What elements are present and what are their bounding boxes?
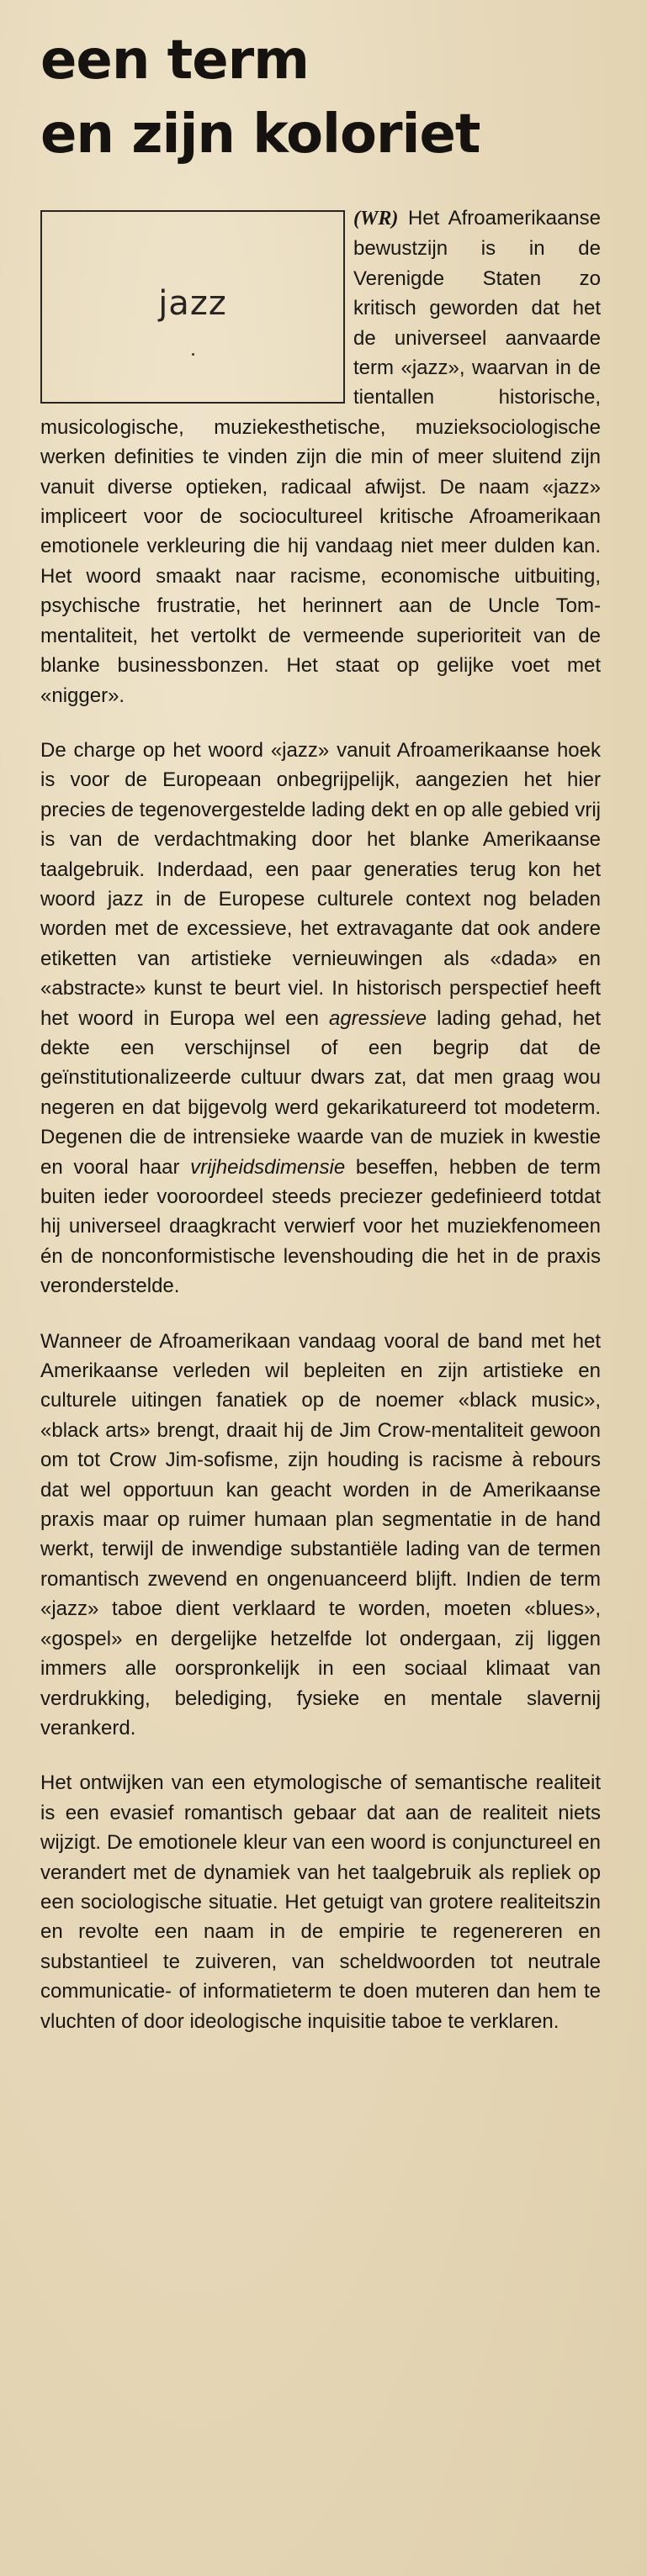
- emphasis-vrijheidsdimensie: vrijheidsdimensie: [190, 1155, 346, 1179]
- headline-line-1: een term: [40, 29, 309, 92]
- paragraph-2-text-c: beseffen, hebben de term buiten ieder vooroordeel steeds preciezer gedefinieerd totdat hij universeel draagkracht verwierf voor het muziekfenomeen én de nonconformistische levenshouding die het in de praxis veronderstelde.: [40, 1155, 601, 1298]
- paragraph-3: [40, 1327, 601, 1744]
- paragraph-4-text: Het ontwijken van een etymologische of semantische realiteit is een evasief romantisch gebaar dat aan de realiteit niets wijzigt. De emotionele kleur van een woord is conjunctureel en verandert met de dynamiek van het taalgebruik als repliek op een sociologische situatie. Het getuigt van grotere realiteitszin en revolte een naam in de empirie te regenereren en substantieel te zuiveren, van scheldwoorden tot neutrale communicatie- of informatieterm te doen muteren dan hem te vluchten of door ideologische inquisitie taboe te verklaren.: [40, 1771, 601, 2033]
- paragraph-2-text-b: lading gehad, het dekte een verschijnsel of een begrip dat de geïnstitutionalizeerde cultuur dwars zat, dat men graag wou negeren en dat bijgevolg werd gekarikatureerd tot modeterm. Degenen die de intrensieke waarde van de muziek in kwestie en vooral haar: [40, 1006, 601, 1179]
- headline: [40, 24, 480, 172]
- headline-line-2: en zijn koloriet: [40, 103, 480, 166]
- paragraph-2: [40, 736, 601, 1301]
- paragraph-3-text: Wanneer de Afroamerikaan vandaag vooral de band met het Amerikaanse verleden wil bepleiten en zijn artistieke en culturele uitingen fanatiek op de noemer «black music», «black arts» brengt, draait hij de Jim Crow-mentaliteit gewoon om tot Crow Jim-sofisme, zijn houding is racisme à rebours dat wel opportuun kan geacht worden in de Amerikaanse praxis maar op ruimer humaan plan segmentatie in de hand werkt, terwijl de inwendige substantiële lading van de termen romantisch zwevend en ongenuanceerd blijft. Indien de term «jazz» taboe dient verklaard te worden, moeten «blues», «gospel» en dergelijke hetzelfde lot ondergaan, zij liggen immers alle oorspronkelijk in een sociaal klimaat van verdrukking, belediging, fysieke en mentale slavernij verankerd.: [40, 1329, 601, 1739]
- emphasis-agressieve: agressieve: [329, 1006, 427, 1030]
- paragraph-1-text: Het Afroamerikaanse bewustzijn is in de Verenigde Staten zo kritisch geworden dat het de universeel aanvaarde term «jazz», waarvan in de tientallen historische, musicologische, muziekesthetische, muzieksociologische werken definities te vinden zijn die min of meer sluitend zijn vanuit diverse optieken, radicaal afwijst. De naam «jazz» impliceert voor de sociocultureel kritische Afroamerikaan emotionele verkleuring die hij vandaag niet meer dulden kan. Het woord smaakt naar racisme, economische uitbuiting, psychische frustratie, het herinnert aan de Uncle Tom-mentaliteit, het vertolkt de vermeende superioriteit van de blanke businessbonzen. Het staat op gelijke voet met «nigger».: [40, 207, 601, 707]
- author-initials: (WR): [353, 208, 399, 230]
- graphic-spacer: [40, 203, 353, 410]
- paragraph-2-text-a: De charge op het woord «jazz» vanuit Afroamerikaanse hoek is voor de Europeaan onbegrijpelijk, aangezien het hier precies de tegenovergestelde lading dekt en op alle gebied vrij is van de verdachtmaking door het blanke Amerikaanse taalgebruik. Inderdaad, een paar generaties terug kon het woord jazz in de Europese culturele context nog beladen worden met de excessieve, het extravagante dat ook andere etiketten van artistieke vernieuwingen als «dada» en «abstracte» kunst te beurt viel. In historisch perspectief heeft het woord in Europa wel een: [40, 738, 601, 1030]
- article-body: [40, 203, 601, 2061]
- paragraph-4: [40, 1768, 601, 2036]
- jazz-graphic-label: jazz: [158, 284, 227, 323]
